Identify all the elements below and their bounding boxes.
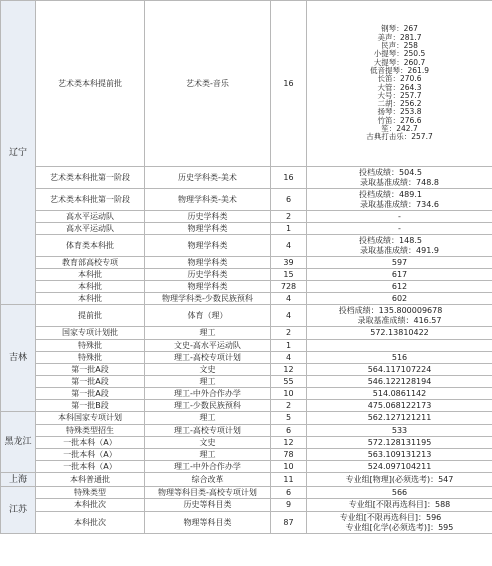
score-cell <box>307 412 492 425</box>
batch-cell: 高水平运动队 <box>36 211 145 223</box>
batch-cell: 国家专项计划批 <box>36 327 145 340</box>
score-line: 小提琴：250.5 <box>373 49 426 59</box>
score-line: 钢琴：267 <box>381 24 418 34</box>
score-cell <box>307 425 492 437</box>
count-cell: 2 <box>271 211 307 223</box>
table-row <box>1 461 492 473</box>
table-row <box>1 305 492 327</box>
batch-cell: 一批本科（A） <box>36 449 145 461</box>
count-cell: 5 <box>271 412 307 425</box>
province-cell: 江苏 <box>1 487 36 534</box>
score-line: 572.13810422 <box>370 328 429 337</box>
score-line: 475.068122173 <box>367 400 432 410</box>
count-cell: 15 <box>271 269 307 281</box>
score-line: 录取基准成绩：748.8 <box>360 177 439 187</box>
score-cell <box>307 487 492 499</box>
batch-cell: 第一批B段 <box>36 400 145 412</box>
score-line: 514.0861142 <box>372 388 427 398</box>
batch-cell: 一批本科（A） <box>36 461 145 473</box>
subject-cell: 理工 <box>145 327 271 340</box>
batch-cell: 本科批次 <box>36 512 145 534</box>
score-line: 低音提琴：261.9 <box>370 65 429 75</box>
table-row <box>1 388 492 400</box>
count-cell: 12 <box>271 437 307 449</box>
count-cell: 11 <box>271 473 307 487</box>
score-line: 大提琴：260.7 <box>373 57 426 67</box>
batch-cell: 第一批A段 <box>36 364 145 376</box>
score-cell <box>307 211 492 223</box>
subject-cell: 历史学科类 <box>145 269 271 281</box>
table-row <box>1 487 492 499</box>
table-row <box>1 269 492 281</box>
subject-cell: 物理等科目类-高校专项计划 <box>145 487 271 499</box>
subject-cell: 物理学科类 <box>145 235 271 257</box>
score-line: - <box>398 223 401 233</box>
score-cell <box>307 499 492 512</box>
score-line: 长笛：270.6 <box>377 74 422 84</box>
score-cell <box>307 388 492 400</box>
count-cell: 4 <box>271 293 307 305</box>
batch-cell: 本科批 <box>36 293 145 305</box>
table-row <box>1 376 492 388</box>
batch-cell: 艺术类本科批第一阶段 <box>36 189 145 211</box>
score-line: 录取基准成绩：416.57 <box>357 315 442 325</box>
batch-cell: 体育类本科批 <box>36 235 145 257</box>
province-cell: 辽宁 <box>1 1 36 305</box>
count-cell: 78 <box>271 449 307 461</box>
count-cell: 4 <box>271 235 307 257</box>
batch-cell: 特殊批 <box>36 340 145 352</box>
score-cell <box>307 376 492 388</box>
count-cell: 6 <box>271 189 307 211</box>
table-row <box>1 364 492 376</box>
score-cell <box>307 269 492 281</box>
province-cell: 上海 <box>1 473 36 487</box>
score-cell <box>307 167 492 189</box>
score-cell <box>307 364 492 376</box>
count-cell: 10 <box>271 388 307 400</box>
count-cell: 1 <box>271 223 307 235</box>
score-line: 专业组[物理](必须选考)：547 <box>345 474 454 484</box>
table-row <box>1 340 492 352</box>
count-cell: 1 <box>271 340 307 352</box>
batch-cell: 本科国家专项计划 <box>36 412 145 425</box>
table-row <box>1 257 492 269</box>
count-cell: 4 <box>271 305 307 327</box>
batch-cell: 艺术类本科提前批 <box>36 1 145 167</box>
table-row <box>1 437 492 449</box>
subject-cell: 文史 <box>145 437 271 449</box>
table-row <box>1 449 492 461</box>
score-line: 563.109131213 <box>367 449 432 459</box>
count-cell: 87 <box>271 512 307 534</box>
subject-cell: 物理学科类-美术 <box>145 189 271 211</box>
count-cell: 9 <box>271 499 307 512</box>
score-cell <box>307 305 492 327</box>
batch-cell: 本科批 <box>36 281 145 293</box>
score-line: 古典打击乐：257.7 <box>366 132 433 142</box>
subject-cell: 理工-中外合作办学 <box>145 388 271 400</box>
score-line: 大号：257.7 <box>377 90 422 100</box>
score-line: 533 <box>391 425 408 435</box>
score-line: 专业组[化学(必须选考)]：595 <box>345 522 454 532</box>
count-cell: 2 <box>271 400 307 412</box>
score-line: 美声：281.7 <box>377 32 422 42</box>
score-cell <box>307 400 492 412</box>
subject-cell: 历史学科类-美术 <box>145 167 271 189</box>
count-cell: 10 <box>271 461 307 473</box>
table-row <box>1 167 492 189</box>
table-row <box>1 412 492 425</box>
province-cell: 黑龙江 <box>1 412 36 473</box>
score-line: 专业组[不限再选科目]：588 <box>348 500 451 509</box>
score-line: 612 <box>391 281 408 291</box>
table-row <box>1 211 492 223</box>
score-cell <box>307 189 492 211</box>
subject-cell: 理工 <box>145 449 271 461</box>
count-cell: 55 <box>271 376 307 388</box>
subject-cell: 文史 <box>145 364 271 376</box>
score-cell <box>307 293 492 305</box>
table-row <box>1 293 492 305</box>
subject-cell: 理工-高校专项计划 <box>145 352 271 364</box>
score-cell <box>307 461 492 473</box>
subject-cell: 体育（理） <box>145 305 271 327</box>
subject-cell: 历史等科目类 <box>145 499 271 512</box>
batch-cell: 第一批A段 <box>36 388 145 400</box>
score-line: 564.117107224 <box>367 364 432 374</box>
table-row <box>1 223 492 235</box>
batch-cell: 本科普通批 <box>36 473 145 487</box>
batch-cell: 第一批A段 <box>36 376 145 388</box>
score-cell <box>307 473 492 487</box>
batch-cell: 本科批次 <box>36 499 145 512</box>
subject-cell: 综合改革 <box>145 473 271 487</box>
score-line: 民声：258 <box>381 41 418 51</box>
score-cell <box>307 223 492 235</box>
batch-cell: 教育部高校专项 <box>36 257 145 269</box>
count-cell: 16 <box>271 1 307 167</box>
table-row <box>1 327 492 340</box>
count-cell: 39 <box>271 257 307 269</box>
batch-cell: 本科批 <box>36 269 145 281</box>
score-cell <box>307 449 492 461</box>
batch-cell: 提前批 <box>36 305 145 327</box>
score-line: 546.122128194 <box>367 376 432 386</box>
subject-cell: 物理学科类 <box>145 257 271 269</box>
table-row <box>1 512 492 534</box>
score-line: 竹笛：276.6 <box>377 115 422 125</box>
score-line: - <box>398 211 401 221</box>
score-line: 专业组[不限再选科目]：596 <box>339 513 442 523</box>
score-line: 笙：242.7 <box>381 123 418 133</box>
score-line: 大管：264.3 <box>377 82 422 92</box>
subject-cell: 物理学科类 <box>145 281 271 293</box>
score-line: 562.127121211 <box>367 413 432 422</box>
count-cell: 16 <box>271 167 307 189</box>
batch-cell: 特殊类型 <box>36 487 145 499</box>
subject-cell: 物理学科类 <box>145 223 271 235</box>
table-row <box>1 235 492 257</box>
batch-cell: 特殊类型招生 <box>36 425 145 437</box>
score-line: 录取基准成绩：734.6 <box>360 199 439 209</box>
score-cell <box>307 1 492 167</box>
score-cell <box>307 257 492 269</box>
score-line: 566 <box>391 487 408 497</box>
batch-cell: 艺术类本科批第一阶段 <box>36 167 145 189</box>
subject-cell: 物理等科目类 <box>145 512 271 534</box>
table-row <box>1 281 492 293</box>
score-cell <box>307 340 492 352</box>
subject-cell: 理工-少数民族预科 <box>145 400 271 412</box>
subject-cell: 理工 <box>145 376 271 388</box>
batch-cell: 特殊批 <box>36 352 145 364</box>
score-cell <box>307 281 492 293</box>
count-cell: 12 <box>271 364 307 376</box>
score-line: 投档成绩：148.5 <box>359 236 422 246</box>
score-cell <box>307 235 492 257</box>
province-cell: 吉林 <box>1 305 36 412</box>
score-cell <box>307 512 492 534</box>
subject-cell: 理工-高校专项计划 <box>145 425 271 437</box>
table-row <box>1 1 492 167</box>
count-cell: 4 <box>271 352 307 364</box>
score-cell <box>307 327 492 340</box>
subject-cell: 物理学科类-少数民族预科 <box>145 293 271 305</box>
table-row <box>1 499 492 512</box>
score-line: 597 <box>391 257 408 267</box>
score-line: 投档成绩：135.800009678 <box>338 306 443 316</box>
score-cell <box>307 352 492 364</box>
subject-cell: 理工-中外合作办学 <box>145 461 271 473</box>
score-line: 572.128131195 <box>367 437 432 447</box>
table-row <box>1 425 492 437</box>
batch-cell: 高水平运动队 <box>36 223 145 235</box>
table-row <box>1 189 492 211</box>
score-line: 投档成绩：504.5 <box>359 168 422 178</box>
count-cell: 2 <box>271 327 307 340</box>
score-line: 617 <box>391 269 408 279</box>
subject-cell: 艺术类-音乐 <box>145 1 271 167</box>
table-row <box>1 352 492 364</box>
count-cell: 6 <box>271 425 307 437</box>
subject-cell: 理工 <box>145 412 271 425</box>
score-line: 516 <box>391 352 408 362</box>
score-line: 524.097104211 <box>367 461 432 471</box>
subject-cell: 文史-高水平运动队 <box>145 340 271 352</box>
batch-cell: 一批本科（A） <box>36 437 145 449</box>
table-row <box>1 400 492 412</box>
score-line: 投档成绩：489.1 <box>359 190 422 200</box>
count-cell: 6 <box>271 487 307 499</box>
score-line: 602 <box>391 293 408 303</box>
score-line: 录取基准成绩：491.9 <box>360 245 439 255</box>
score-cell <box>307 437 492 449</box>
table-row <box>1 473 492 487</box>
subject-cell: 历史学科类 <box>145 211 271 223</box>
count-cell: 728 <box>271 281 307 293</box>
score-line: 扬琴：253.8 <box>377 107 422 117</box>
score-line: 二胡：256.2 <box>377 99 422 109</box>
